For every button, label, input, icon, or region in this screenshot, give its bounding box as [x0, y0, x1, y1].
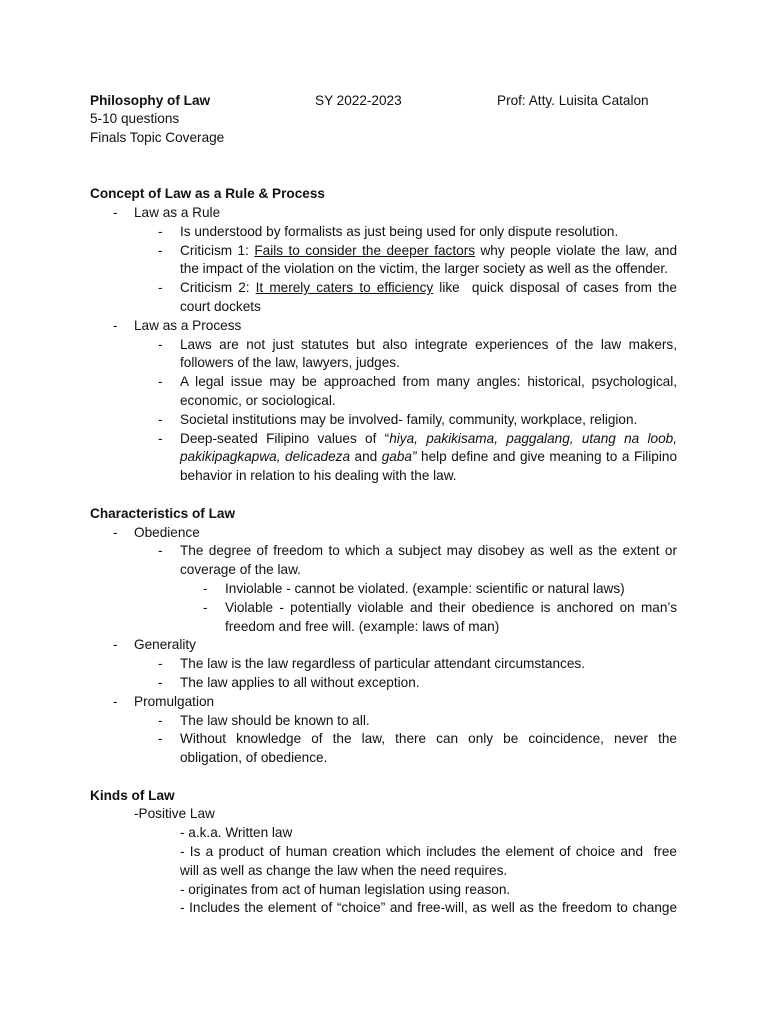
list-item: - The law should be known to all.	[158, 712, 370, 728]
list-item-cont: will as well as change the law when the need requires.	[180, 862, 508, 878]
list-item-cont: pakikipagkapwa, delicadeza and gaba” help define and give meaning to a Filipino	[180, 449, 678, 465]
list-item-cont: the impact of the violation on the victim, the larger society as well as the offender.	[180, 261, 668, 277]
course-title: Philosophy of Law	[90, 93, 211, 108]
list-item: - Law as a Rule	[113, 204, 221, 220]
list-item: - originates from act of human legislation using reason.	[180, 881, 511, 897]
list-item: - Promulgation	[113, 693, 215, 709]
list-item: - Generality	[113, 637, 196, 653]
list-item: - Criticism 1: Fails to consider the deeper factors why people violate the law, and	[158, 242, 678, 258]
list-item: - Societal institutions may be involved- family, community, workplace, religion.	[158, 411, 638, 427]
list-item: - Laws are not just statutes but also integrate experiences of the law makers,	[158, 336, 677, 352]
list-item: - Law as a Process	[113, 317, 242, 333]
section-heading: Characteristics of Law	[90, 505, 236, 521]
school-year: SY 2022-2023	[315, 93, 402, 108]
document-body	[0, 110, 768, 918]
list-item-cont: followers of the law, lawyers, judges.	[180, 355, 400, 371]
header-row	[0, 91, 768, 110]
list-item: - Is a product of human creation which includes the element of choice and free	[180, 844, 677, 860]
coverage-label: Finals Topic Coverage	[90, 129, 225, 145]
professor: Prof: Atty. Luisita Catalon	[497, 93, 649, 108]
list-item-cont: economic, or sociological.	[180, 392, 336, 408]
list-item-cont: freedom and free will. (example: laws of man)	[225, 618, 500, 634]
list-item: -Positive Law	[134, 806, 215, 822]
list-item: - Violable - potentially violable and their obedience is anchored on man’s	[203, 599, 677, 615]
section-heading: Kinds of Law	[90, 787, 175, 803]
section-heading: Concept of Law as a Rule & Process	[90, 186, 325, 202]
list-item: - A legal issue may be approached from many angles: historical, psychological,	[158, 374, 677, 390]
list-item-cont: court dockets	[180, 298, 261, 314]
list-item-cont: obligation, of obedience.	[180, 750, 328, 766]
list-item: - The law is the law regardless of particular attendant circumstances.	[158, 656, 585, 672]
list-item: - The degree of freedom to which a subject may disobey as well as the extent or	[158, 543, 677, 559]
list-item: - a.k.a. Written law	[180, 825, 293, 841]
list-item-cont: coverage of the law.	[180, 562, 301, 578]
list-item: - Is understood by formalists as just being used for only dispute resolution.	[158, 223, 619, 239]
list-item: - Obedience	[113, 524, 200, 540]
list-item-cont: behavior in relation to his dealing with the law.	[180, 468, 457, 484]
list-item: - Without knowledge of the law, there can only be coincidence, never the	[158, 731, 677, 747]
list-item: - Deep-seated Filipino values of “hiya, pakikisama, paggalang, utang na loob,	[158, 430, 678, 446]
list-item: - Includes the element of “choice” and free-will, as well as the freedom to change	[180, 900, 677, 916]
question-count: 5-10 questions	[90, 111, 180, 126]
list-item: - The law applies to all without exception.	[158, 674, 420, 690]
list-item: - Inviolable - cannot be violated. (example: scientific or natural laws)	[203, 580, 625, 596]
list-item: - Criticism 2: It merely caters to efficiency like quick disposal of cases from the	[158, 280, 677, 296]
